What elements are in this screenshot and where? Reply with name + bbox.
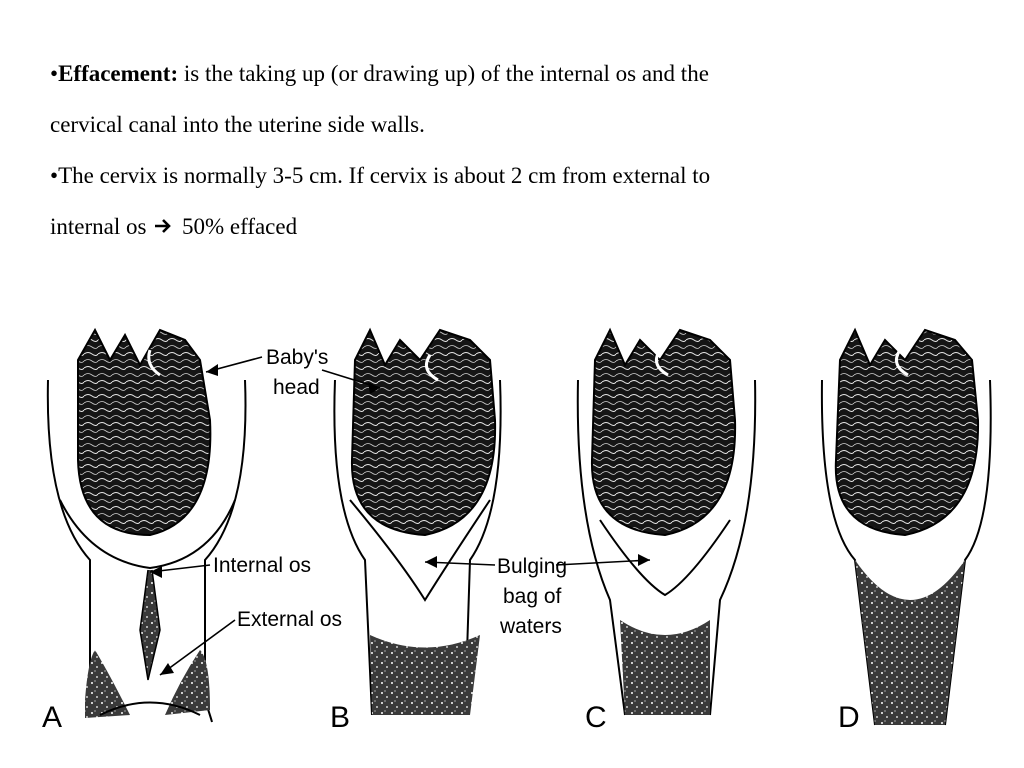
paragraph-effacement-line-2 bbox=[50, 99, 950, 150]
arrowhead bbox=[425, 556, 437, 568]
panel-c bbox=[578, 330, 755, 734]
definition-text: is the taking up (or drawing up) of the internal os and the bbox=[178, 61, 709, 86]
panel-letter-d: D bbox=[838, 701, 860, 734]
cervix-stipple bbox=[370, 635, 480, 715]
bullet: • bbox=[50, 163, 59, 188]
label-internal-os bbox=[150, 554, 311, 578]
paragraph-effacement-line-1 bbox=[50, 48, 950, 99]
panel-letter-a: A bbox=[42, 701, 63, 734]
cervix-stipple bbox=[620, 620, 710, 715]
term-effacement: Effacement: bbox=[58, 61, 179, 86]
fetal-head bbox=[78, 330, 210, 535]
label-external-os bbox=[160, 608, 342, 675]
panel-b bbox=[330, 330, 501, 734]
cervical-effacement-diagram bbox=[0, 300, 1024, 768]
panel-a bbox=[42, 330, 246, 734]
fetal-head bbox=[836, 330, 978, 535]
cervical-canal bbox=[140, 570, 160, 680]
arrowhead bbox=[206, 364, 218, 376]
panel-d bbox=[822, 330, 991, 734]
text-content bbox=[50, 48, 950, 252]
cervix-text: The cervix is normally 3-5 cm. If cervix is about 2 cm from external to bbox=[58, 163, 711, 188]
fetal-head bbox=[592, 330, 735, 535]
arrowhead bbox=[160, 663, 174, 675]
definition-text: cervical canal into the uterine side walls. bbox=[50, 112, 425, 137]
babys-head-label-line-2: head bbox=[273, 376, 320, 399]
bulging-label-line-3: waters bbox=[500, 615, 562, 638]
bulging-label-line-2: bag of bbox=[503, 585, 562, 608]
arrowhead bbox=[638, 554, 650, 566]
panel-letter-c: C bbox=[585, 701, 607, 734]
panel-letter-b: B bbox=[330, 701, 351, 734]
right-arrow-icon bbox=[154, 201, 172, 252]
internal-os-label: Internal os bbox=[213, 554, 312, 577]
bulging-label-line-1: Bulging bbox=[497, 555, 568, 578]
effaced-text: 50% effaced bbox=[181, 214, 298, 239]
label-bulging-bag-of-waters bbox=[425, 554, 650, 638]
babys-head-label-line-1: Baby's bbox=[266, 346, 329, 369]
cervix-text: internal os bbox=[50, 214, 147, 239]
paragraph-cervix-line-2 bbox=[50, 201, 950, 252]
external-os-label: External os bbox=[237, 608, 343, 631]
fetal-head bbox=[352, 330, 495, 535]
cervix-left bbox=[85, 650, 130, 718]
paragraph-cervix-line-1 bbox=[50, 150, 950, 201]
bullet: • bbox=[50, 61, 59, 86]
leader-line bbox=[556, 560, 650, 565]
